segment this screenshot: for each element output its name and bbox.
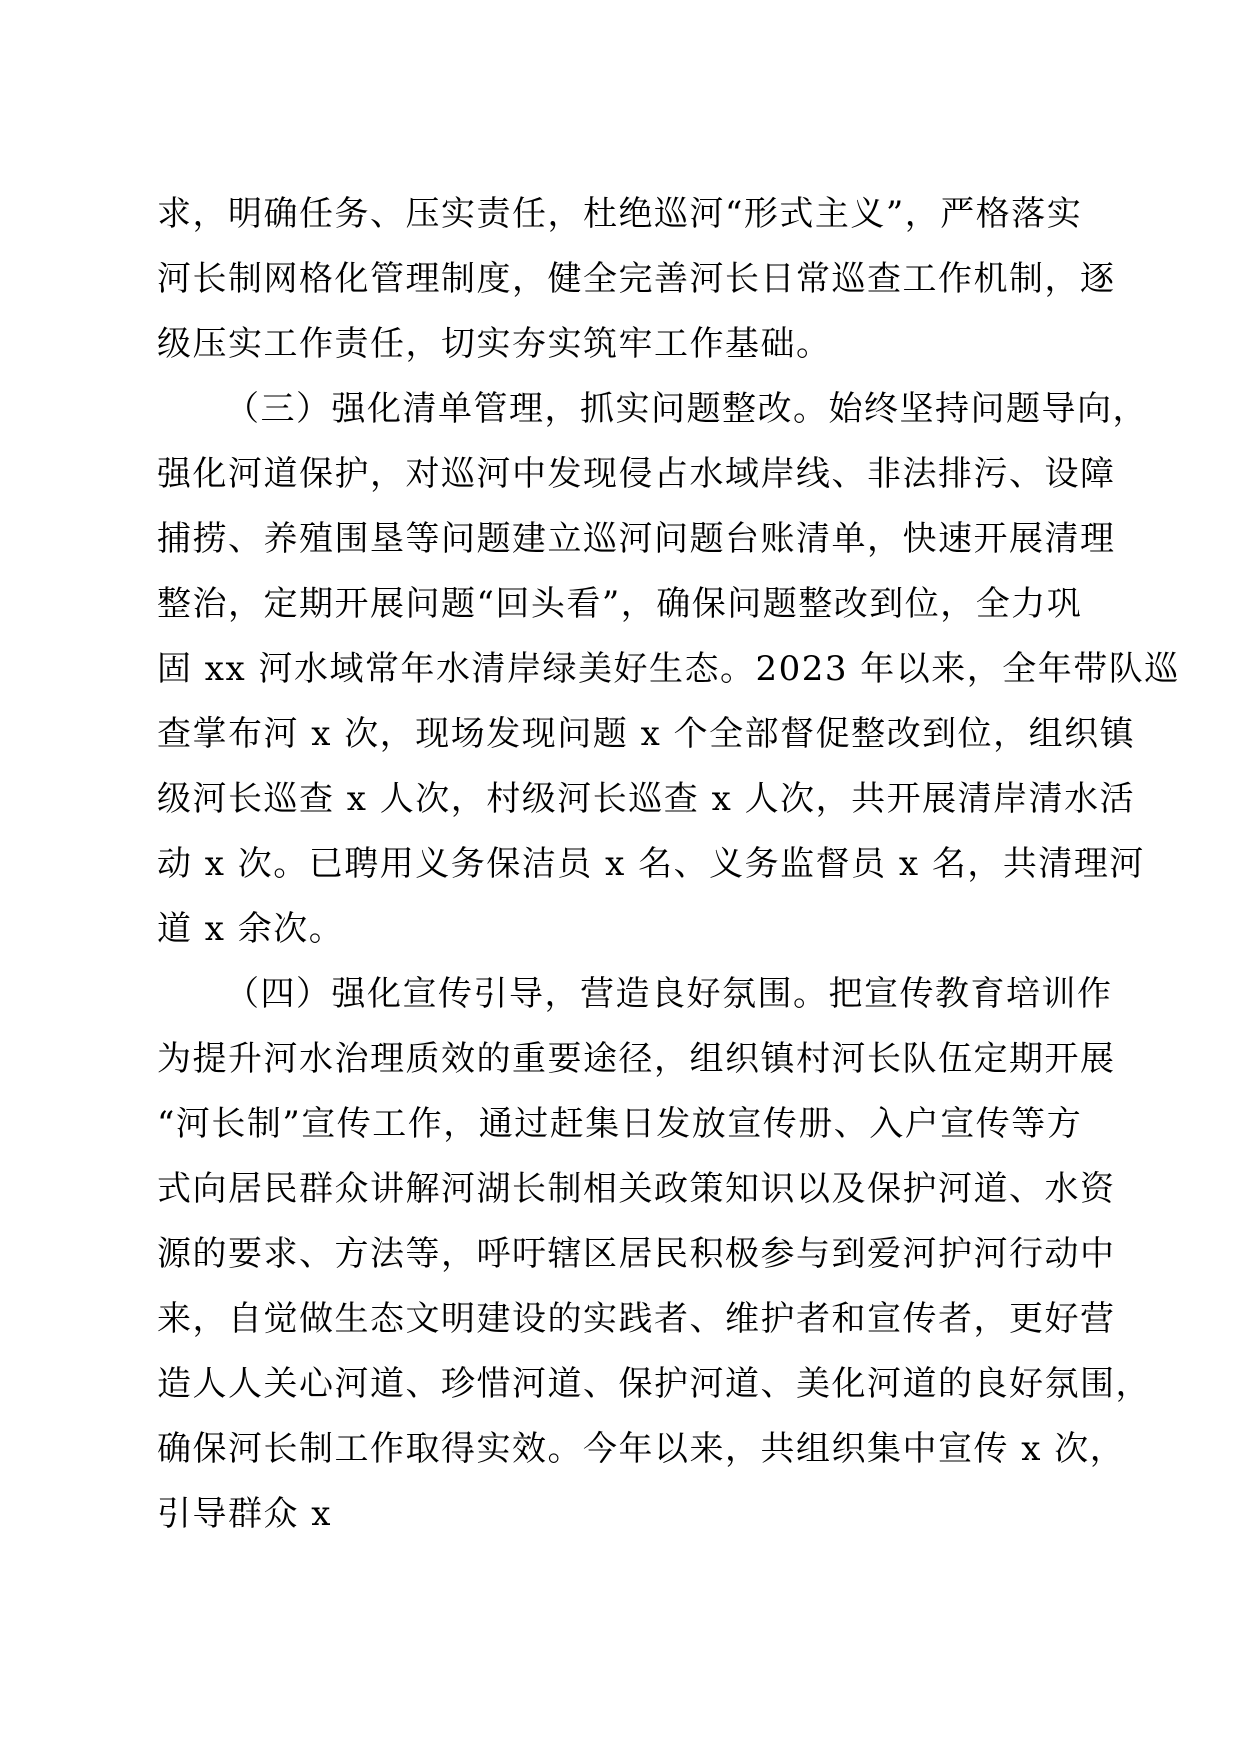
text-line: 源的要求、方法等，呼吁辖区居民积极参与到爱河护河行动中 (157, 1234, 1116, 1274)
text-line: 来，自觉做生态文明建设的实践者、维护者和宣传者，更好营 (157, 1299, 1116, 1339)
section-heading-line: （四）强化宣传引导，营造良好氛围。把宣传教育培训作 (225, 974, 1113, 1014)
text-line: 引导群众 x (157, 1494, 332, 1534)
text-line: 动 x 次。已聘用义务保洁员 x 名、义务监督员 x 名，共清理河 (157, 844, 1145, 884)
text-line: “河长制”宣传工作，通过赶集日发放宣传册、入户宣传等方 (157, 1104, 1083, 1144)
text-line: 河长制网格化管理制度，健全完善河长日常巡查工作机制，逐 (157, 259, 1116, 299)
body-text (157, 182, 1180, 1547)
text-line: 道 x 余次。 (157, 909, 345, 949)
section-heading-line: （三）强化清单管理，抓实问题整改。始终坚持问题导向， (225, 389, 1148, 429)
text-line: 为提升河水治理质效的重要途径，组织镇村河长队伍定期开展 (157, 1039, 1116, 1079)
paragraph-continuation (157, 182, 1116, 377)
text-line: 级河长巡查 x 人次，村级河长巡查 x 人次，共开展清岸清水活 (157, 779, 1136, 819)
text-line: 查掌布河 x 次，现场发现问题 x 个全部督促整改到位，组织镇 (157, 714, 1136, 754)
paragraph-section-four (157, 962, 1151, 1547)
text-line: 确保河长制工作取得实效。今年以来，共组织集中宣传 x 次， (157, 1429, 1126, 1469)
paragraph-section-three (157, 377, 1180, 962)
text-line: 整治，定期开展问题“回头看”，确保问题整改到位，全力巩 (157, 584, 1083, 624)
text-line: 强化河道保护，对巡河中发现侵占水域岸线、非法排污、设障 (157, 454, 1116, 494)
text-line: 求，明确任务、压实责任，杜绝巡河“形式主义”，严格落实 (157, 194, 1083, 234)
text-line: 式向居民群众讲解河湖长制相关政策知识以及保护河道、水资 (157, 1169, 1116, 1209)
text-line: 捕捞、养殖围垦等问题建立巡河问题台账清单，快速开展清理 (157, 519, 1116, 559)
text-line: 造人人关心河道、珍惜河道、保护河道、美化河道的良好氛围， (157, 1364, 1151, 1404)
text-line: 级压实工作责任，切实夯实筑牢工作基础。 (157, 324, 832, 364)
text-line: 固 xx 河水域常年水清岸绿美好生态。2023 年以来，全年带队巡 (157, 649, 1180, 689)
